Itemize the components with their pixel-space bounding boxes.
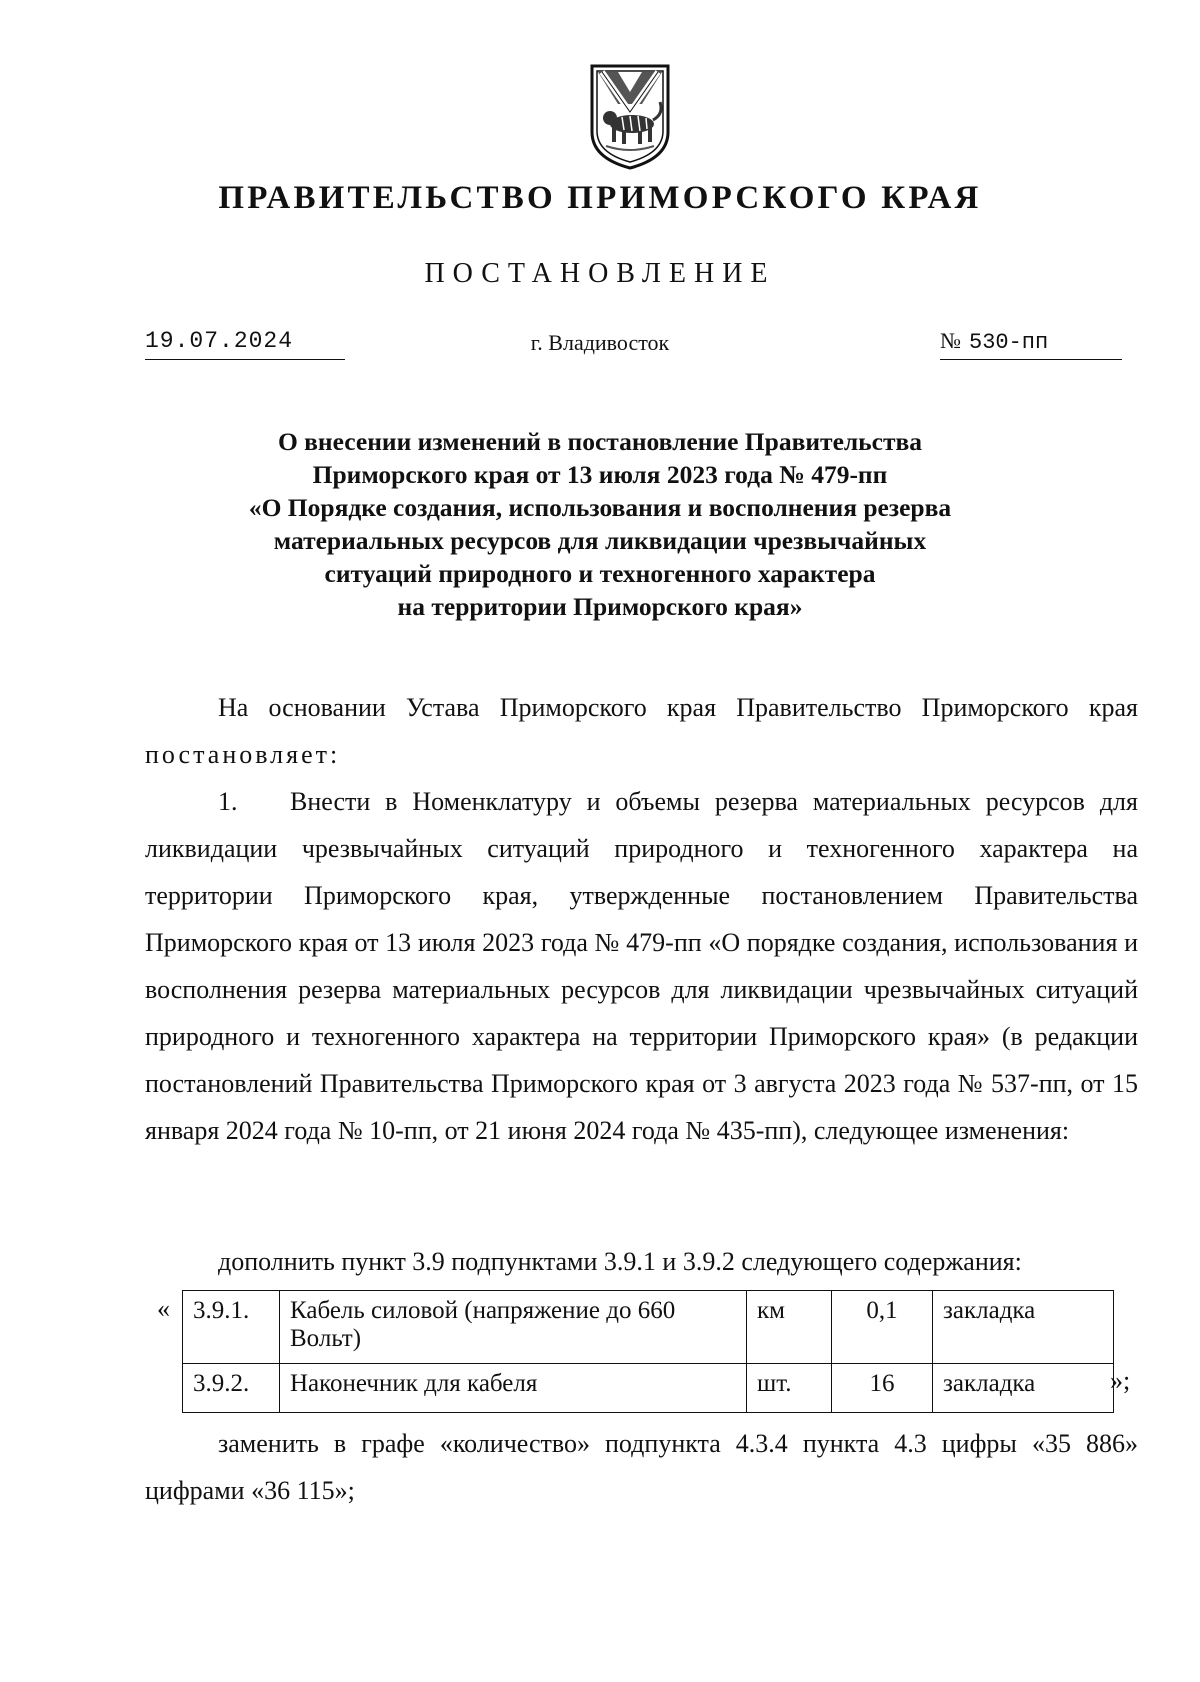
table-cell-name: Наконечник для кабеля	[280, 1364, 747, 1413]
document-number: 530-пп	[969, 330, 1049, 355]
paragraph-replace-quantity: заменить в графе «количество» подпункта 4.3.4 пункта 4.3 цифры «35 886» цифрами «36 115»;	[145, 1429, 1138, 1505]
paragraph-basis-text: На основании Устава Приморского края Правительство Приморского края	[218, 693, 1138, 722]
heading-line: материальных ресурсов для ликвидации чрезвычайных	[273, 526, 927, 555]
heading-line: О внесении изменений в постановление Правительства	[277, 427, 923, 456]
paragraph-add-subitems: дополнить пункт 3.9 подпунктами 3.9.1 и 3.9.2 следующего содержания:	[218, 1247, 1022, 1276]
item-1-text: Внести в Номенклатуру и объемы резерва материальных ресурсов для ликвидации чрезвычайных ситуаций природного и техногенного характера на территории Приморского края, утвержденные постановлением Правительства Приморского края от 13 июля 2023 года № 479-пп «О порядке создания, использования и восполнения резерва материальных ресурсов для ликвидации чрезвычайных ситуаций природного и техногенного характера на территории Приморского края» (в редакции постановлений Правительства Приморского края от 3 августа 2023 года № 537-пп, от 15 января 2024 года № 10-пп, от 21 июня 2024 года № 435-пп), следующее изменения:	[145, 787, 1138, 1145]
table-row	[183, 1364, 1114, 1413]
table-cell-quantity: 0,1	[832, 1291, 933, 1364]
coat-of-arms-emblem	[588, 62, 672, 172]
paragraph-item-1	[145, 778, 1138, 1154]
table-row	[183, 1291, 1114, 1364]
government-name: ПРАВИТЕЛЬСТВО ПРИМОРСКОГО КРАЯ	[218, 180, 982, 216]
table-open-quote: «	[157, 1294, 170, 1323]
paragraph-basis-resolves: постановляет:	[145, 740, 341, 769]
document-number-field	[940, 328, 1122, 360]
table-cell-number: 3.9.1.	[183, 1291, 280, 1364]
heading-line: на территории Приморского края»	[397, 592, 803, 621]
document-date: 19.07.2024	[145, 328, 345, 360]
table-close-quote: »;	[1110, 1366, 1131, 1395]
number-sign: №	[940, 328, 961, 353]
document-type: ПОСТАНОВЛЕНИЕ	[424, 258, 776, 289]
paragraph-basis	[145, 684, 1138, 778]
table-cell-number: 3.9.2.	[183, 1364, 280, 1413]
heading-line: Приморского края от 13 июля 2023 года № 479-пп	[312, 460, 888, 489]
table-cell-unit: км	[747, 1291, 832, 1364]
heading-line: «О Порядке создания, использования и восполнения резерва	[248, 493, 952, 522]
table-cell-quantity: 16	[832, 1364, 933, 1413]
document-heading	[160, 425, 1040, 623]
document-meta-row	[0, 328, 1200, 368]
document-city: г. Владивосток	[530, 330, 670, 355]
reserve-items-table	[182, 1290, 1114, 1413]
table-cell-note: закладка	[933, 1291, 1114, 1364]
table-cell-note: закладка	[933, 1364, 1114, 1413]
table-cell-unit: шт.	[747, 1364, 832, 1413]
table-cell-name: Кабель силовой (напряжение до 660 Вольт)	[280, 1291, 747, 1364]
item-number: 1.	[218, 787, 238, 816]
reserve-table-block	[145, 1290, 1138, 1410]
heading-line: ситуаций природного и техногенного характера	[324, 559, 876, 588]
